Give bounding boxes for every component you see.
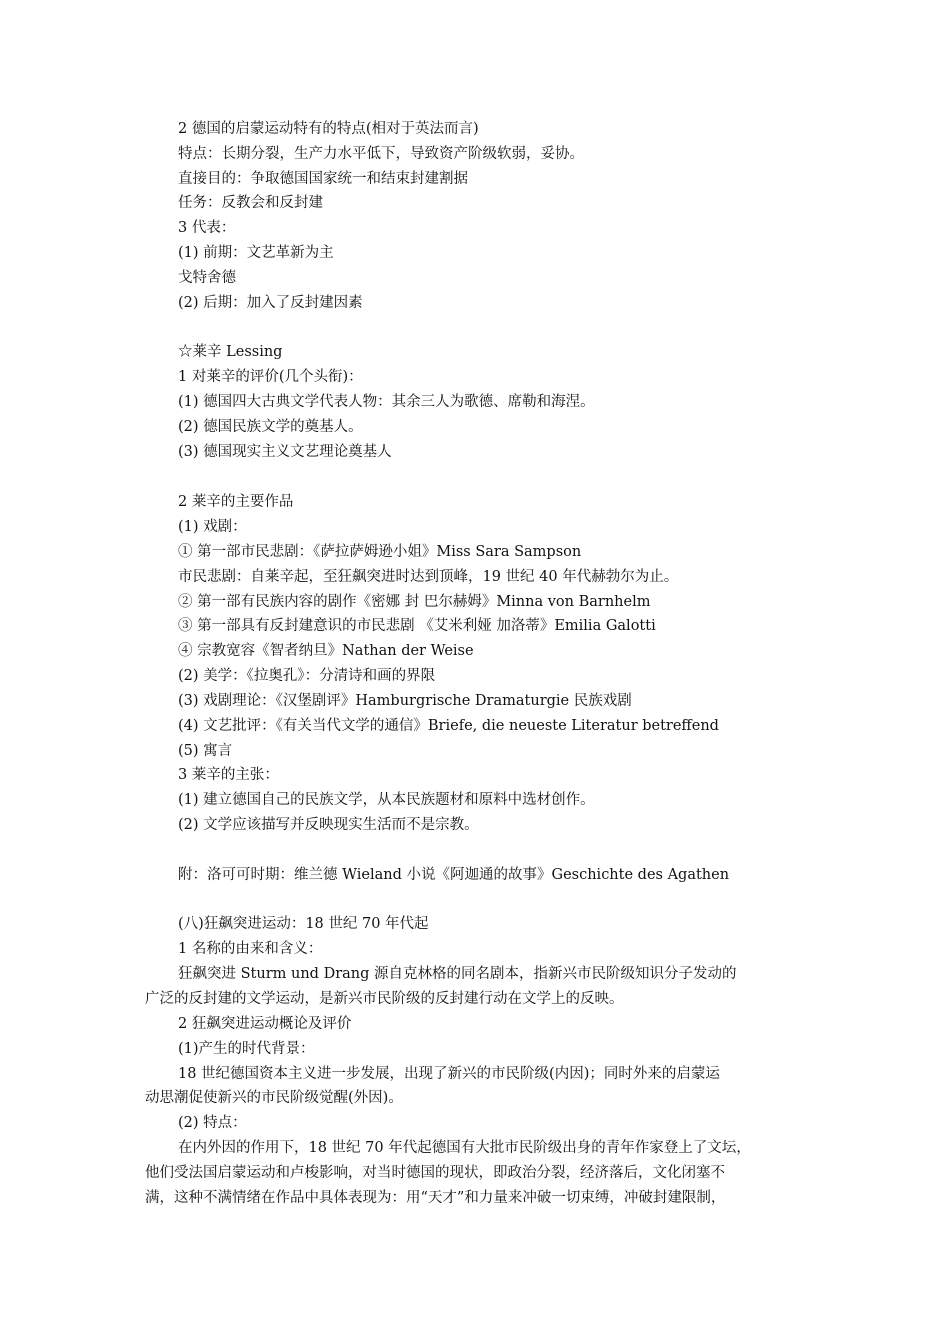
text-line: (2) 美学：《拉奥孔》：分清诗和画的界限 (178, 668, 436, 684)
text-line: 附：洛可可时期：维兰德 Wieland 小说《阿迦通的故事》Geschichte des Agathen (178, 867, 730, 883)
text-line: 市民悲剧：自莱辛起，至狂飙突进时达到顶峰，19 世纪 40 年代赫勃尔为止。 (178, 569, 679, 585)
section-heading: (八)狂飙突进运动：18 世纪 70 年代起 (178, 916, 429, 932)
text-line: ③ 第一部具有反封建意识的市民悲剧 《艾米利娅 加洛蒂》Emilia Galotti (178, 618, 656, 634)
text-line: (5) 寓言 (178, 743, 233, 759)
text-line: (2) 特点： (178, 1115, 247, 1131)
text-line: (1)产生的时代背景： (178, 1041, 315, 1057)
text-line: ② 第一部有民族内容的剧作《密娜 封 巴尔赫姆》Minna von Barnhelm (178, 594, 651, 610)
paragraph-line: 狂飙突进 Sturm und Drang 源自克林格的同名剧本，指新兴市民阶级知识分子发动的 (178, 966, 737, 982)
paragraph-line: 广泛的反封建的文学运动，是新兴市民阶级的反封建行动在文学上的反映。 (145, 991, 624, 1007)
paragraph-line: 他们受法国启蒙运动和卢梭影响，对当时德国的现状，即政治分裂，经济落后，文化闭塞不 (145, 1165, 725, 1181)
text-line: (2) 文学应该描写并反映现实生活而不是宗教。 (178, 817, 479, 833)
text-line: 3 代表： (178, 220, 236, 236)
text-line: (4) 文艺批评：《有关当代文学的通信》Briefe, die neueste Literatur betreffend (178, 718, 719, 734)
paragraph-line: 动思潮促使新兴的市民阶级觉醒(外因)。 (145, 1090, 403, 1106)
paragraph-line: 在内外因的作用下，18 世纪 70 年代起德国有大批市民阶级出身的青年作家登上了文坛， (178, 1140, 751, 1156)
text-line: (3) 戏剧理论：《汉堡剧评》Hamburgrische Dramaturgie 民族戏剧 (178, 693, 632, 709)
text-line: 2 莱辛的主要作品 (178, 494, 294, 510)
text-line: (1) 建立德国自己的民族文学，从本民族题材和原料中选材创作。 (178, 792, 595, 808)
text-line: 2 德国的启蒙运动特有的特点(相对于英法而言) (178, 121, 479, 137)
text-line: (2) 后期：加入了反封建因素 (178, 295, 363, 311)
text-line: 戈特舍德 (178, 270, 236, 286)
text-line: 特点：长期分裂，生产力水平低下，导致资产阶级软弱，妥协。 (178, 146, 584, 162)
text-line: ① 第一部市民悲剧：《萨拉萨姆逊小姐》Miss Sara Sampson (178, 544, 582, 560)
text-line: (2) 德国民族文学的奠基人。 (178, 419, 363, 435)
text-line: 3 莱辛的主张： (178, 767, 279, 783)
paragraph-line: 满，这种不满情绪在作品中具体表现为：用“天才”和力量来冲破一切束缚，冲破封建限制， (145, 1190, 726, 1206)
text-line: (1) 德国四大古典文学代表人物：其余三人为歌德、席勒和海涅。 (178, 394, 595, 410)
text-line: 2 狂飙突进运动概论及评价 (178, 1016, 352, 1032)
text-line: 1 对莱辛的评价(几个头衔)： (178, 369, 363, 385)
text-line: 任务：反教会和反封建 (178, 195, 323, 211)
text-line: 1 名称的由来和含义： (178, 941, 323, 957)
text-line: 直接目的：争取德国国家统一和结束封建割据 (178, 171, 468, 187)
section-heading: ☆莱辛 Lessing (178, 344, 283, 360)
text-line: (1) 戏剧： (178, 519, 247, 535)
paragraph-line: 18 世纪德国资本主义进一步发展，出现了新兴的市民阶级(内因)；同时外来的启蒙运 (178, 1066, 720, 1082)
text-line: ④ 宗教宽容《智者纳旦》Nathan der Weise (178, 643, 474, 659)
text-line: (1) 前期：文艺革新为主 (178, 245, 334, 261)
text-line: (3) 德国现实主义文艺理论奠基人 (178, 444, 392, 460)
